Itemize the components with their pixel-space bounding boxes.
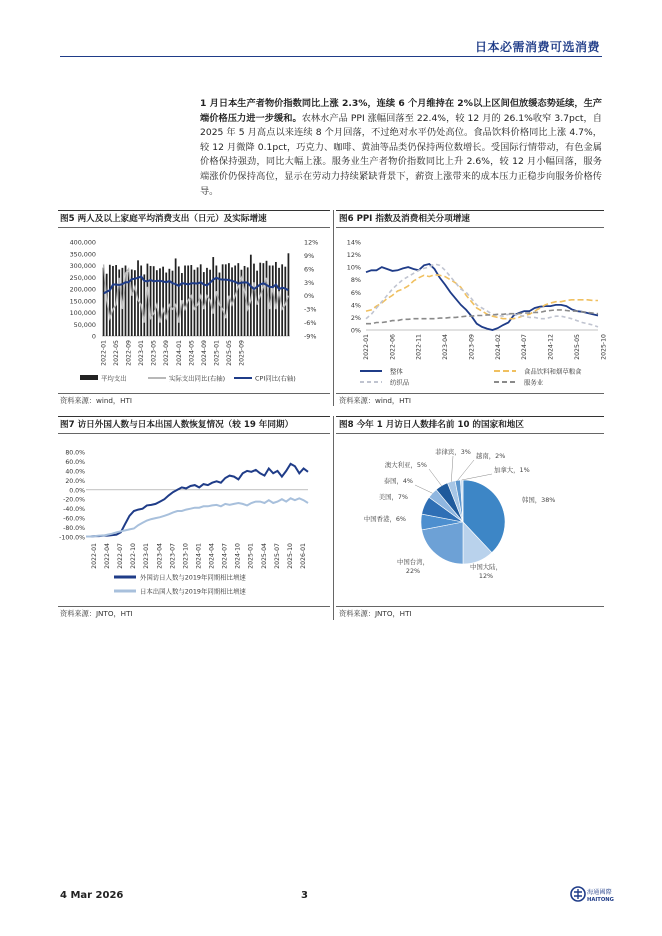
fig5-left-tick: 100,000 <box>69 309 96 317</box>
fig6-x-tick: 2025-10 <box>600 334 608 360</box>
fig5-legend-label: 平均支出 <box>101 374 127 383</box>
fig6-title: 图6 PPI 指数及消费相关分项增速 <box>339 214 470 224</box>
fig7-y-tick: 40.0% <box>65 468 85 476</box>
fig5-right-tick: 6% <box>304 265 315 274</box>
fig8-leader-line <box>429 469 442 486</box>
fig7-legend-label: 外国访日人数与2019年同期相比增速 <box>140 573 246 582</box>
fig7-y-tick: -40.0% <box>63 506 85 514</box>
fig7-x-tick: 2022-07 <box>117 543 125 569</box>
fig8-slice-label: 澳大利亚，5% <box>384 461 427 469</box>
fig7-series-line <box>86 498 308 536</box>
fig6-x-tick: 2022-06 <box>389 334 397 360</box>
fig8-slice-label: 加拿大，1% <box>494 466 530 474</box>
fig8-slice-label: 菲律宾，3% <box>435 448 471 456</box>
fig5-bottom-rule <box>58 393 330 394</box>
panel-divider-bottom <box>333 416 334 620</box>
fig5-x-tick: 2023-01 <box>138 340 146 366</box>
fig8-slice-label: 泰国，4% <box>383 477 413 485</box>
fig6-x-tick: 2024-07 <box>521 334 529 360</box>
paragraph-body: 农林水产品 PPI 涨幅回落至 22.4%，较 12 月的 26.1%收窄 3.7pct，自 2025 年 5 月高点以来连续 8 个月回落，不过绝对水平仍处高位。食品饮料价格同比上涨 4.7%，较 12 月微降 0.1pct，巧克力、咖啡、黄油等品类仍保持两位数增长。受国际行情带动，有色金属价格保持强劲，同比大幅上涨。服务业生产者物价指数同比上升 2.6%，较 12 月小幅回落，服务端涨价仍保持高位，显示在劳动力持续紧缺背景下，薪资上涨带来的成本压力正稳步向服务价格传导。 <box>200 112 602 197</box>
fig8-slice-value: 12% <box>478 572 494 580</box>
fig5-bar <box>112 266 114 336</box>
fig5-bar <box>225 264 227 336</box>
fig5-bar <box>206 268 208 336</box>
fig5-right-tick: 3% <box>304 278 315 287</box>
fig5-bar <box>288 253 290 336</box>
fig5-bar <box>143 274 145 336</box>
fig8-source: 资料来源：JNTO，HTI <box>339 609 412 618</box>
fig5-left-tick: 0 <box>91 332 96 341</box>
fig7-y-tick: -60.0% <box>63 515 85 523</box>
fig5-right-tick: -6% <box>304 319 317 328</box>
fig6-y-tick: 8% <box>350 276 361 285</box>
fig8-slice-label: 中国香港，6% <box>363 515 406 523</box>
header-rule <box>60 56 602 57</box>
fig8-leader-line <box>451 456 453 482</box>
fig7-x-tick: 2023-10 <box>182 543 190 569</box>
fig5-left-tick: 350,000 <box>69 250 96 259</box>
fig5-x-tick: 2024-01 <box>175 340 183 366</box>
fig5-top-rule <box>58 210 330 211</box>
fig7-x-tick: 2024-10 <box>234 543 242 569</box>
fig5-x-tick: 2025-01 <box>213 340 221 366</box>
fig5-x-tick: 2022-01 <box>100 340 108 366</box>
fig6-series-line <box>366 264 598 327</box>
fig7-x-tick: 2024-04 <box>208 543 216 569</box>
fig7-y-tick: -100.0% <box>59 534 85 542</box>
fig7-x-tick: 2023-07 <box>169 543 177 569</box>
fig6-y-tick: 0% <box>350 326 361 335</box>
fig8-leader-line <box>458 460 474 480</box>
logo-en-text: HAITONG <box>587 897 614 903</box>
fig5-bar <box>222 264 224 336</box>
fig5-x-tick: 2025-05 <box>225 340 233 366</box>
fig7-x-tick: 2022-04 <box>104 543 112 569</box>
fig8-slice-label: 越南，2% <box>476 452 506 460</box>
fig7-title: 图7 访日外国人数与日本出国人数恢复情况（较 19 年同期） <box>60 420 294 430</box>
fig6-top-rule <box>336 210 604 211</box>
fig5-title: 图5 两人及以上家庭平均消费支出（日元）及实际增速 <box>60 214 267 224</box>
fig6-x-tick: 2022-01 <box>363 334 370 360</box>
fig5-bar <box>175 258 177 336</box>
fig8-bottom-rule <box>336 606 604 607</box>
fig7-y-tick: -20.0% <box>63 496 85 504</box>
fig5-bar <box>281 264 283 336</box>
fig7-y-tick: 20.0% <box>65 477 85 485</box>
fig5-x-tick: 2023-05 <box>150 340 158 366</box>
fig5-bar <box>162 267 164 336</box>
fig6-y-tick: 10% <box>346 263 361 272</box>
fig8-slice-value: 22% <box>405 567 421 575</box>
fig5-right-tick: 12% <box>304 238 319 247</box>
logo-cn-text: 海通國際 <box>587 889 612 896</box>
fig7-x-tick: 2025-01 <box>247 543 255 569</box>
fig5-left-tick: 400,000 <box>69 238 96 247</box>
fig6-legend-label: 整体 <box>390 367 403 376</box>
fig6-y-tick: 12% <box>346 251 361 260</box>
fig5-bar <box>244 266 246 336</box>
fig8-slice-label: 中国大陆， <box>470 563 502 571</box>
fig6-y-tick: 2% <box>350 313 361 322</box>
fig7-y-tick: -80.0% <box>63 525 85 533</box>
fig5-legend-label: CPI同比(右轴) <box>255 374 296 383</box>
fig8-chart <box>336 436 604 604</box>
fig5-right-tick: 0% <box>304 292 315 301</box>
fig5-bar <box>278 268 280 336</box>
fig5-right-tick: 9% <box>304 251 315 260</box>
fig5-bar <box>237 263 239 336</box>
fig5-chart <box>58 230 330 390</box>
fig5-right-tick: -9% <box>304 332 317 341</box>
fig7-y-tick: 0.0% <box>69 487 85 495</box>
fig5-bar <box>253 264 255 336</box>
fig7-x-tick: 2025-10 <box>286 543 294 569</box>
fig7-y-tick: 60.0% <box>65 458 85 466</box>
fig8-slice-label: 美国，7% <box>378 493 408 501</box>
fig8-title: 图8 今年 1 月访日人数排名前 10 的国家和地区 <box>339 420 524 430</box>
fig5-bar <box>172 271 174 336</box>
fig6-legend-label: 食品饮料和烟草粮食 <box>524 367 582 376</box>
fig7-x-tick: 2024-01 <box>195 543 203 569</box>
fig7-x-tick: 2023-04 <box>156 543 164 569</box>
fig7-top-rule <box>58 416 330 417</box>
fig6-legend-label: 纺织品 <box>390 378 410 387</box>
fig6-x-tick: 2022-11 <box>415 334 423 360</box>
fig8-leader-line <box>415 485 432 493</box>
fig7-x-tick: 2022-10 <box>130 543 138 569</box>
fig5-bar <box>184 266 186 337</box>
fig7-series-line <box>86 464 308 537</box>
fig6-source: 资料来源：wind，HTI <box>339 396 412 405</box>
fig5-x-tick: 2024-05 <box>188 340 196 366</box>
page-number: 3 <box>301 890 308 901</box>
fig5-x-tick: 2024-09 <box>200 340 208 366</box>
fig5-bar <box>234 266 236 337</box>
fig5-bar <box>194 270 196 336</box>
body-paragraph <box>200 97 602 199</box>
fig7-title-rule <box>58 433 330 434</box>
haitong-logo <box>570 884 620 910</box>
fig5-x-tick: 2022-05 <box>113 340 121 366</box>
fig5-left-tick: 250,000 <box>69 273 96 282</box>
fig5-right-tick: -3% <box>304 305 317 314</box>
fig6-y-tick: 6% <box>350 288 361 297</box>
footer-date: 4 Mar 2026 <box>60 890 124 901</box>
fig5-left-tick: 200,000 <box>69 285 96 294</box>
fig6-bottom-rule <box>336 393 604 394</box>
fig5-left-tick: 50,000 <box>73 320 96 329</box>
fig7-x-tick: 2024-07 <box>221 543 229 569</box>
fig5-bar <box>109 265 111 336</box>
fig7-x-tick: 2023-01 <box>143 543 151 569</box>
running-header: 日本必需消费可选消费 <box>474 40 600 54</box>
fig5-bar <box>134 270 136 336</box>
fig6-chart <box>336 230 608 390</box>
fig5-bar <box>153 266 155 336</box>
fig8-slice-label: 韩国，38% <box>522 496 556 504</box>
logo-mark-icon <box>574 889 582 899</box>
fig5-legend-label: 实际支出同比(右轴) <box>169 374 226 383</box>
fig7-source: 资料来源：JNTO，HTI <box>60 609 133 618</box>
fig5-bar <box>178 266 180 336</box>
fig5-left-tick: 150,000 <box>69 297 96 306</box>
fig7-chart <box>58 436 330 604</box>
fig5-bar <box>272 266 274 337</box>
fig6-x-tick: 2024-12 <box>547 334 555 360</box>
fig7-x-tick: 2025-04 <box>260 543 268 569</box>
fig8-slice-label: 中国台湾， <box>397 558 429 566</box>
fig5-bar <box>168 269 170 336</box>
fig7-bottom-rule <box>58 606 330 607</box>
fig6-x-tick: 2023-09 <box>468 334 476 360</box>
fig7-x-tick: 2026-01 <box>299 543 307 569</box>
fig8-leader-line <box>462 474 492 480</box>
fig5-bar <box>275 262 277 336</box>
fig6-x-tick: 2025-05 <box>573 334 581 360</box>
fig5-title-rule <box>58 227 330 228</box>
fig5-bar <box>266 261 268 336</box>
panel-divider-top <box>333 210 334 406</box>
fig6-x-tick: 2024-02 <box>494 334 502 360</box>
fig5-left-tick: 300,000 <box>69 262 96 270</box>
fig5-x-tick: 2022-09 <box>125 340 133 366</box>
fig5-bar <box>215 266 217 337</box>
fig7-y-tick: 80.0% <box>65 449 85 457</box>
fig5-bar <box>262 263 264 336</box>
fig6-y-tick: 4% <box>350 301 361 310</box>
fig5-bar <box>212 257 214 336</box>
paragraph-lead: 1 月日本生产者物价指数同比上涨 2.3%，连续 6 个月维持在 2%以上区间但放缓态势延续，生产端价格压力进一步缓和。 <box>200 98 602 124</box>
fig6-title-rule <box>336 227 604 228</box>
fig7-x-tick: 2022-01 <box>91 543 98 569</box>
fig8-top-rule <box>336 416 604 417</box>
fig6-legend-label: 服务业 <box>524 378 544 387</box>
fig5-x-tick: 2023-09 <box>163 340 171 366</box>
fig6-y-tick: 14% <box>346 238 361 247</box>
fig5-source: 资料来源：wind，HTI <box>60 396 133 405</box>
fig5-bar <box>159 268 161 336</box>
fig7-legend-label: 日本出国人数与2019年同期相比增速 <box>140 587 246 596</box>
fig5-x-tick: 2025-09 <box>238 340 246 366</box>
fig5-bar <box>150 266 152 336</box>
fig6-x-tick: 2023-04 <box>442 334 450 360</box>
fig7-x-tick: 2025-07 <box>273 543 281 569</box>
fig8-title-rule <box>336 433 604 434</box>
fig5-legend-swatch <box>80 375 98 380</box>
